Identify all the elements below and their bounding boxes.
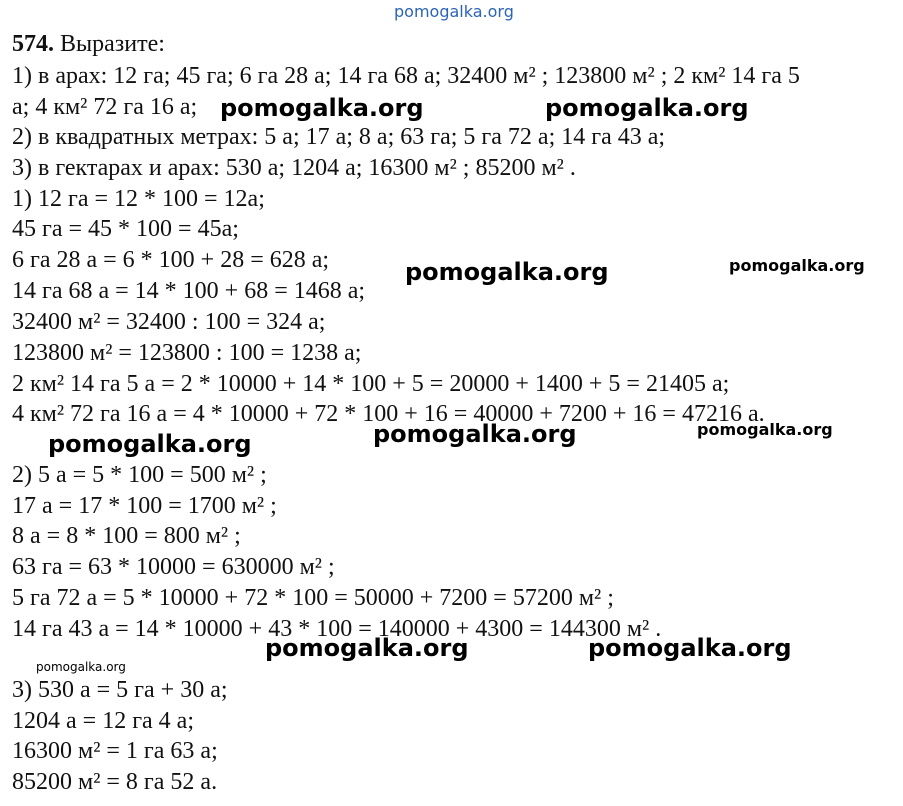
solution-line: 16300 м² = 1 га 63 а; [12,738,218,764]
solution-line: 6 га 28 а = 6 * 100 + 28 = 628 а; [12,247,330,273]
task-item-2: 2) в квадратных метрах: 5 а; 17 а; 8 а; 63 га; 5 га 72 а; 14 га 43 а; [12,124,666,150]
task-item-3: 3) в гектарах и арах: 530 а; 1204 а; 16300 м² ; 85200 м² . [12,155,576,181]
solution-line: 3) 530 а = 5 га + 30 а; [12,677,228,703]
solution-line: 85200 м² = 8 га 52 а. [12,769,218,795]
solution-line: 5 га 72 а = 5 * 10000 + 72 * 100 = 50000 + 7200 = 57200 м² ; [12,585,614,611]
solution-line: 17 а = 17 * 100 = 1700 м² ; [12,493,277,519]
watermark: pomogalka.org [588,634,792,662]
solution-line: 45 га = 45 * 100 = 45а; [12,216,239,242]
watermark: pomogalka.org [545,94,749,122]
solution-line: 1204 а = 12 га 4 а; [12,708,195,734]
watermark: pomogalka.org [373,420,577,448]
task-item-1-line-2: а; 4 км² 72 га 16 а; [12,94,198,120]
watermark-top: pomogalka.org [394,2,514,21]
solution-line: 8 а = 8 * 100 = 800 м² ; [12,523,241,549]
watermark: pomogalka.org [220,94,424,122]
watermark: pomogalka.org [697,420,833,439]
solution-line: 32400 м² = 32400 : 100 = 324 а; [12,309,326,335]
solution-line: 63 га = 63 * 10000 = 630000 м² ; [12,554,335,580]
solution-line: 2 км² 14 га 5 а = 2 * 10000 + 14 * 100 + 5 = 20000 + 1400 + 5 = 21405 а; [12,371,730,397]
watermark-small: pomogalka.org [36,660,126,674]
watermark: pomogalka.org [729,256,865,275]
solution-line: 14 га 68 а = 14 * 100 + 68 = 1468 а; [12,278,366,304]
solution-line: 2) 5 а = 5 * 100 = 500 м² ; [12,462,267,488]
task-number: 574. [12,31,54,57]
solution-line: 1) 12 га = 12 * 100 = 12а; [12,186,265,212]
task-heading [12,30,165,58]
watermark: pomogalka.org [405,258,609,286]
solution-line: 123800 м² = 123800 : 100 = 1238 а; [12,340,362,366]
watermark: pomogalka.org [48,430,252,458]
solution-line: 4 км² 72 га 16 а = 4 * 10000 + 72 * 100 + 16 = 40000 + 7200 + 16 = 47216 а. [12,401,765,427]
task-heading-text: Выразите: [60,31,165,57]
watermark: pomogalka.org [265,634,469,662]
solution-line: 14 га 43 а = 14 * 10000 + 43 * 100 = 140000 + 4300 = 144300 м² . [12,616,662,642]
task-item-1-line-1: 1) в арах: 12 га; 45 га; 6 га 28 а; 14 га 68 а; 32400 м² ; 123800 м² ; 2 км² 14 га 5 [12,63,800,89]
